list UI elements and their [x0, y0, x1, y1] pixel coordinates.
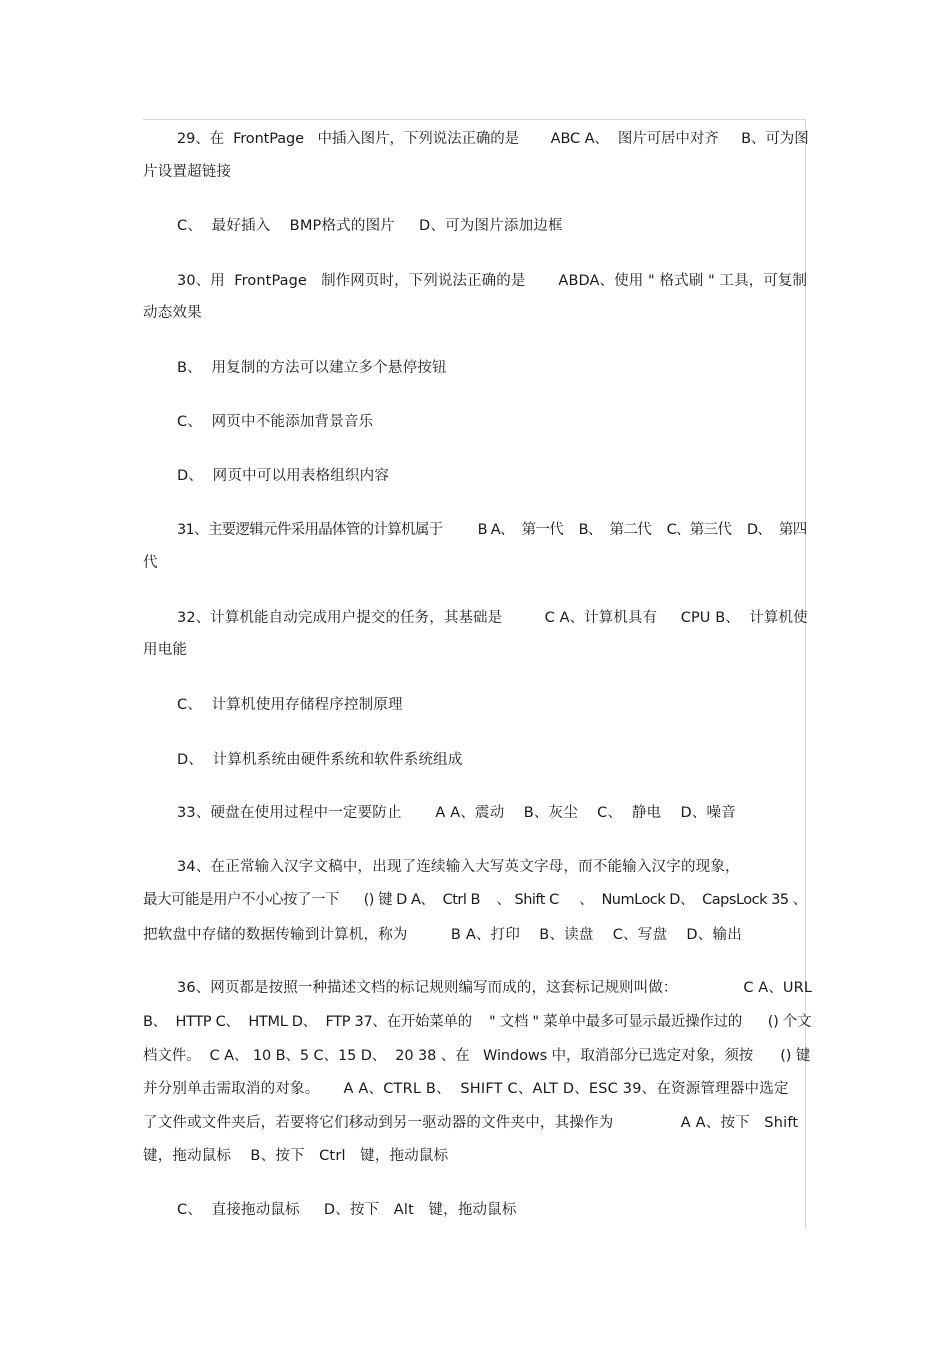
q29-options-cd: C、 最好插入 BMP格式的图片 D、可为图片添加边框 — [177, 218, 563, 234]
q33-line: 33、硬盘在使用过程中一定要防止 A A、震动 B、灰尘 C、 静电 D、噪音 — [177, 805, 736, 821]
q39-line-2: 了文件或文件夹后，若要将它们移动到另一驱动器的文件夹中，其操作为 A A、按下 Shift — [143, 1115, 799, 1131]
q32-line-1: 32、计算机能自动完成用户提交的任务，其基础是 C A、计算机具有 CPU B、 计算机使 — [177, 610, 808, 626]
q38-q39-line: 并分别单击需取消的对象。 A A、CTRL B、 SHIFT C、ALT D、ESC 39、在资源管理器中选定 — [143, 1081, 789, 1097]
q34-line-1: 34、在正常输入汉字文稿中，出现了连续输入大写英文字母，而不能输入汉字的现象， — [177, 859, 740, 875]
q37-q38-line: 档文件。 C A、 10 B、5 C、15 D、 20 38 、在 Windows 中，取消部分已选定对象，须按 () 键 — [143, 1048, 811, 1064]
q30-option-b: B、 用复制的方法可以建立多个悬停按钮 — [177, 360, 447, 376]
q36-q37-line: B、 HTTP C、 HTML D、 FTP 37、在开始菜单的 " 文档 " 菜单中最多可显示最近操作过的 () 个文 — [143, 1014, 812, 1030]
q30-line-1: 30、用 FrontPage 制作网页时，下列说法正确的是 ABDA、使用 " 格式刷 " 工具，可复制 — [177, 273, 808, 289]
q32-option-c: C、 计算机使用存储程序控制原理 — [177, 697, 403, 713]
q30-option-c: C、 网页中不能添加背景音乐 — [177, 414, 374, 430]
q32-line-2: 用电能 — [143, 642, 188, 658]
q31-line-2: 代 — [143, 555, 158, 571]
q29-line-1: 29、在 FrontPage 中插入图片，下列说法正确的是 ABC A、 图片可居中对齐 B、可为图 — [177, 131, 809, 147]
q36-line-1: 36、网页都是按照一种描述文档的标记规则编写而成的，这套标记规则叫做： C A、URL — [177, 980, 812, 996]
q34-line-2: 最大可能是用户不小心按了一下 () 键 D A、 Ctrl B 、 Shift C 、 NumLock D、 CapsLock 35 、 — [143, 892, 807, 908]
q39-options-cd: C、 直接拖动鼠标 D、按下 Alt 键，拖动鼠标 — [177, 1202, 517, 1218]
q31-line-1: 31、主要逻辑元件采用晶体管的计算机属于 B A、 第一代 B、 第二代 C、第三代 D、 第四 — [177, 522, 807, 538]
q32-option-d: D、 计算机系统由硬件系统和软件系统组成 — [177, 752, 463, 768]
q35-line: 把软盘中存储的数据传输到计算机，称为 B A、打印 B、读盘 C、写盘 D、输出 — [143, 927, 742, 943]
q39-line-3: 键，拖动鼠标 B、按下 Ctrl 键，拖动鼠标 — [143, 1148, 449, 1164]
q30-line-2: 动态效果 — [143, 305, 202, 321]
q30-option-d: D、 网页中可以用表格组织内容 — [177, 468, 390, 484]
q29-line-2: 片设置超链接 — [143, 164, 232, 180]
